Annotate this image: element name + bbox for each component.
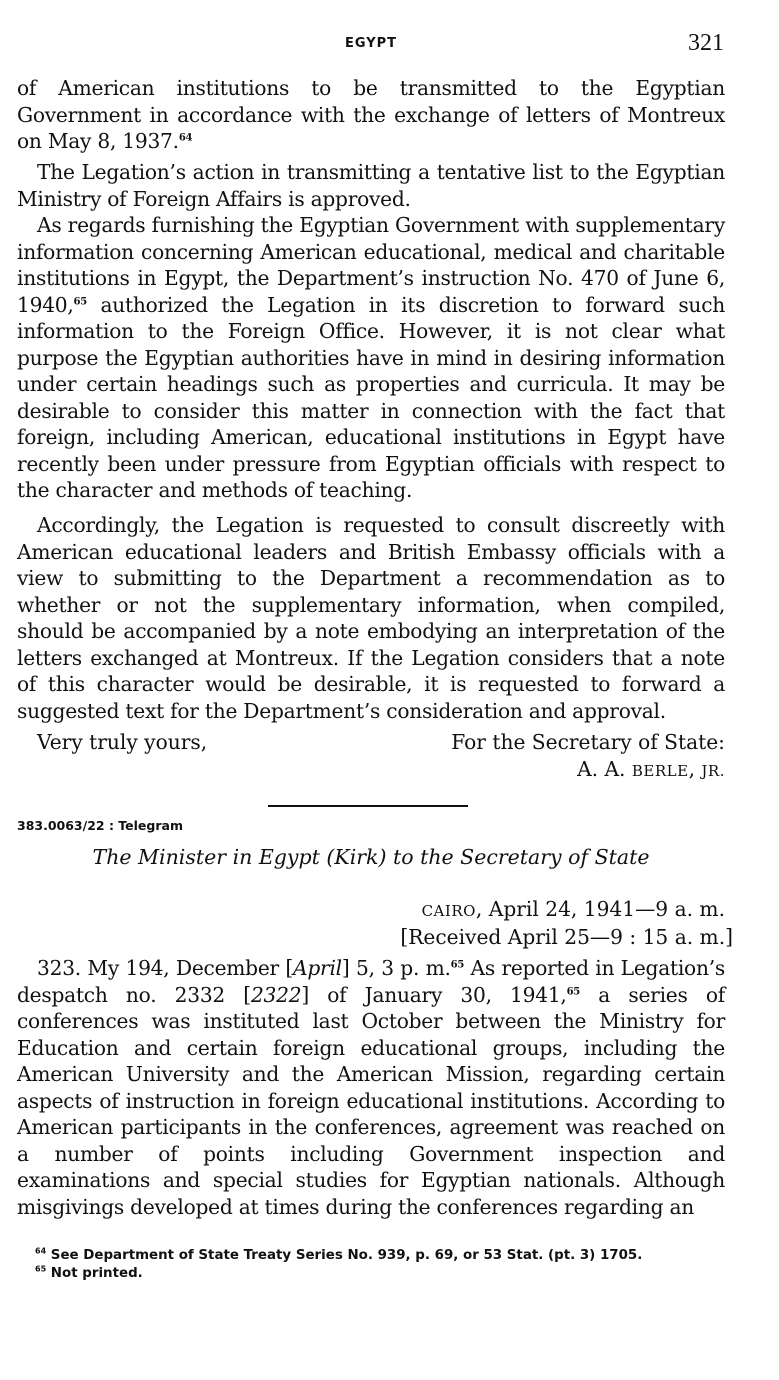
body-text-3: As reported in Legation’s despatch no. 2332 [ xyxy=(17,956,725,1007)
running-header xyxy=(18,30,724,60)
paragraph-text: Accordingly, the Legation is requested to consult discreetly with American educational leaders and British Embassy officials with a view to submitting to the Department a recommendation as to whether or not the supplementary information, when compiled, should be accompanied by a note embodying an interpretation of the letters exchanged at Montreux. If the Legation considers that a note of this character would be desirable, it is requested to forward a suggested text for the Department’s consideration and approval. xyxy=(17,513,725,723)
signature-block-title: For the Secretary of State: xyxy=(451,730,725,754)
letter-paragraph-3 xyxy=(17,212,725,504)
footnote-text: Not printed. xyxy=(46,1266,143,1281)
heading-part-a: The Minister in Egypt ( xyxy=(92,845,335,869)
file-reference: 383.0063/22 : Telegram xyxy=(17,818,183,833)
dateline-received: [Received April 25—9 : 15 a. m.] xyxy=(400,925,733,949)
footnote-ref-65: 65 xyxy=(566,985,581,997)
section-divider xyxy=(268,805,468,807)
footnote-65 xyxy=(17,1265,725,1283)
signature-separator: , xyxy=(688,757,702,781)
heading-name: Kirk xyxy=(334,845,379,869)
page-number: 321 xyxy=(688,30,724,56)
letter-paragraph-1 xyxy=(17,75,725,155)
editorial-correction-2: 2322 xyxy=(250,982,302,1007)
complimentary-close: Very truly yours, xyxy=(37,730,208,754)
dateline-place: CAIRO xyxy=(421,902,476,920)
footnote-mark: 64 xyxy=(35,1246,47,1256)
signature xyxy=(577,757,725,781)
paragraph-text: The Legation’s action in transmitting a tentative list to the Egyptian Ministry of Foreign Affairs is approved. xyxy=(17,160,725,211)
paragraph-text-b: authorized the Legation in its discretion to forward such information to the Foreign Office. However, it is not clear what purpose the Egyptian authorities have in mind in desiring information under certain headings such as properties and curricula. It may be desirable to consider this matter in connection with the fact that foreign, including American, educational institutions in Egypt have recently been under pressure from Egyptian officials with respect to the character and methods of teaching. xyxy=(17,292,725,502)
footnote-mark: 65 xyxy=(35,1264,47,1274)
signature-initials: A. A. xyxy=(577,757,632,781)
document-heading xyxy=(17,845,725,869)
letter-paragraph-2 xyxy=(17,159,725,212)
body-text-1: 323. My 194, December [ xyxy=(37,956,294,980)
letter-closing xyxy=(17,730,725,782)
footnote-ref-64: 64 xyxy=(178,132,193,144)
letter-paragraph-4 xyxy=(17,512,725,724)
telegram-body xyxy=(17,955,725,1220)
footnotes xyxy=(17,1247,725,1283)
paragraph-text: of American institutions to be transmitted to the Egyptian Government in accordance with the exchange of letters of Montreux on May 8, 1937. xyxy=(17,76,725,153)
dateline-sent xyxy=(400,896,725,924)
body-text-2: ] 5, 3 p. m. xyxy=(341,956,451,980)
heading-part-c: ) to the Secretary of State xyxy=(378,845,650,869)
dateline xyxy=(400,896,733,950)
running-title: EGYPT xyxy=(344,36,398,51)
footnote-64 xyxy=(17,1247,725,1265)
dateline-date: , April 24, 1941—9 a. m. xyxy=(475,897,725,921)
body-text-5: a series of conferences was instituted last October between the Ministry for Education and certain foreign educational groups, including the American University and the American Mission, regarding certain aspects of instruction in foreign educational institutions. According to American participants in the conferences, agreement was reached on a number of points including Government inspection and examinations and special studies for Egyptian nationals. Although misgivings developed at times during the conferences regarding an xyxy=(17,982,725,1219)
signature-surname: BERLE xyxy=(631,762,689,780)
signature-suffix: JR. xyxy=(701,762,725,780)
paragraph-text-a: As regards furnishing the Egyptian Government with supplementary information concerning American educational, medical and charitable institutions in Egypt, the Department’s instruction No. 470 of June 6, 1940, xyxy=(17,213,725,317)
editorial-correction: April xyxy=(293,956,342,980)
footnote-ref-65: 65 xyxy=(450,959,465,971)
body-text-4: ] of January 30, 1941, xyxy=(301,982,567,1007)
footnote-text: See Department of State Treaty Series No. 939, p. 69, or 53 Stat. (pt. 3) 1705. xyxy=(46,1248,643,1263)
footnote-ref-65: 65 xyxy=(73,295,87,307)
